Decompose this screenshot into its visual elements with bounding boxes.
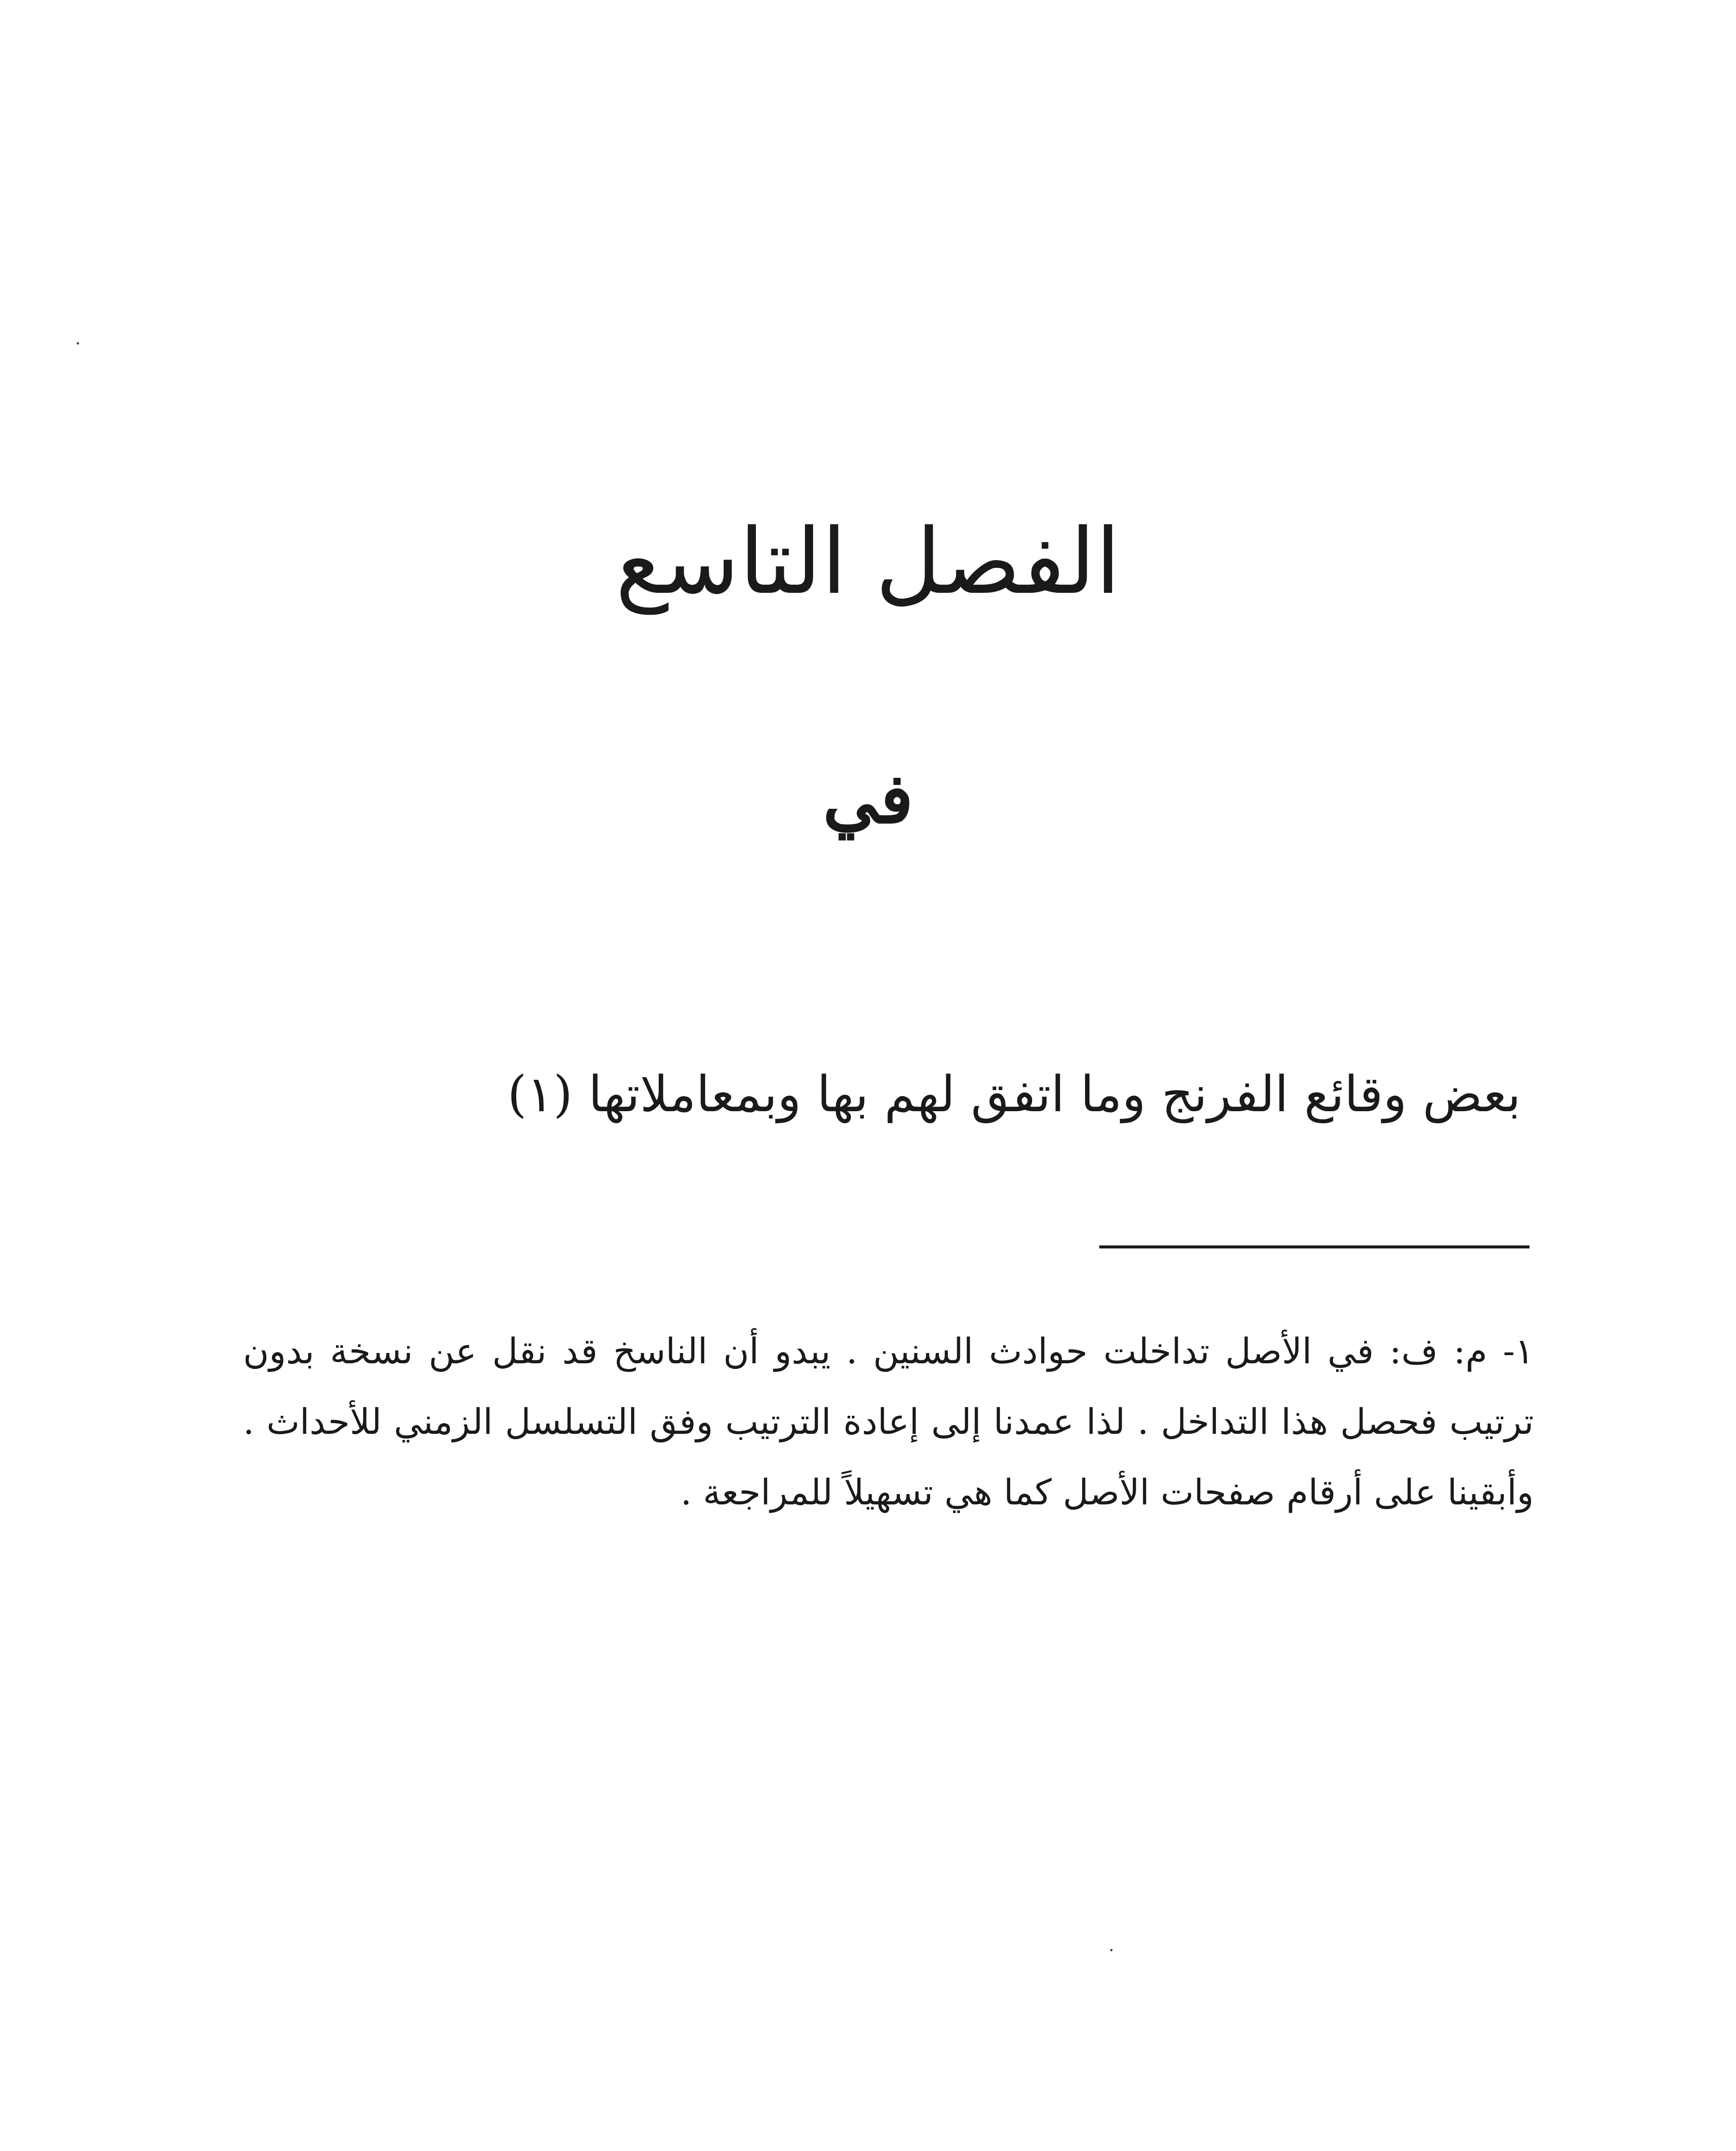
scan-speck bbox=[77, 342, 79, 345]
footnote-separator bbox=[1099, 1245, 1529, 1248]
chapter-title: الفصل التاسع bbox=[615, 509, 1121, 614]
scan-speck bbox=[1110, 1949, 1113, 1951]
chapter-preposition: في bbox=[823, 758, 913, 839]
chapter-subtitle: بعض وقائع الفرنج وما اتفق لهم بها وبمعاملاتها (١) bbox=[507, 1066, 1521, 1123]
footnote: ١- م: ف: في الأصل تداخلت حوادث السنين . يبدو أن الناسخ قد نقل عن نسخة بدون ترتيب فحصل هذا التداخل . لذا عمدنا إلى إعادة الترتيب وفق التسلسل الزمني للأحداث . وأبقينا على أرقام صفحات الأصل كما هي تسهيلاً للمراجعة . bbox=[243, 1331, 1534, 1513]
